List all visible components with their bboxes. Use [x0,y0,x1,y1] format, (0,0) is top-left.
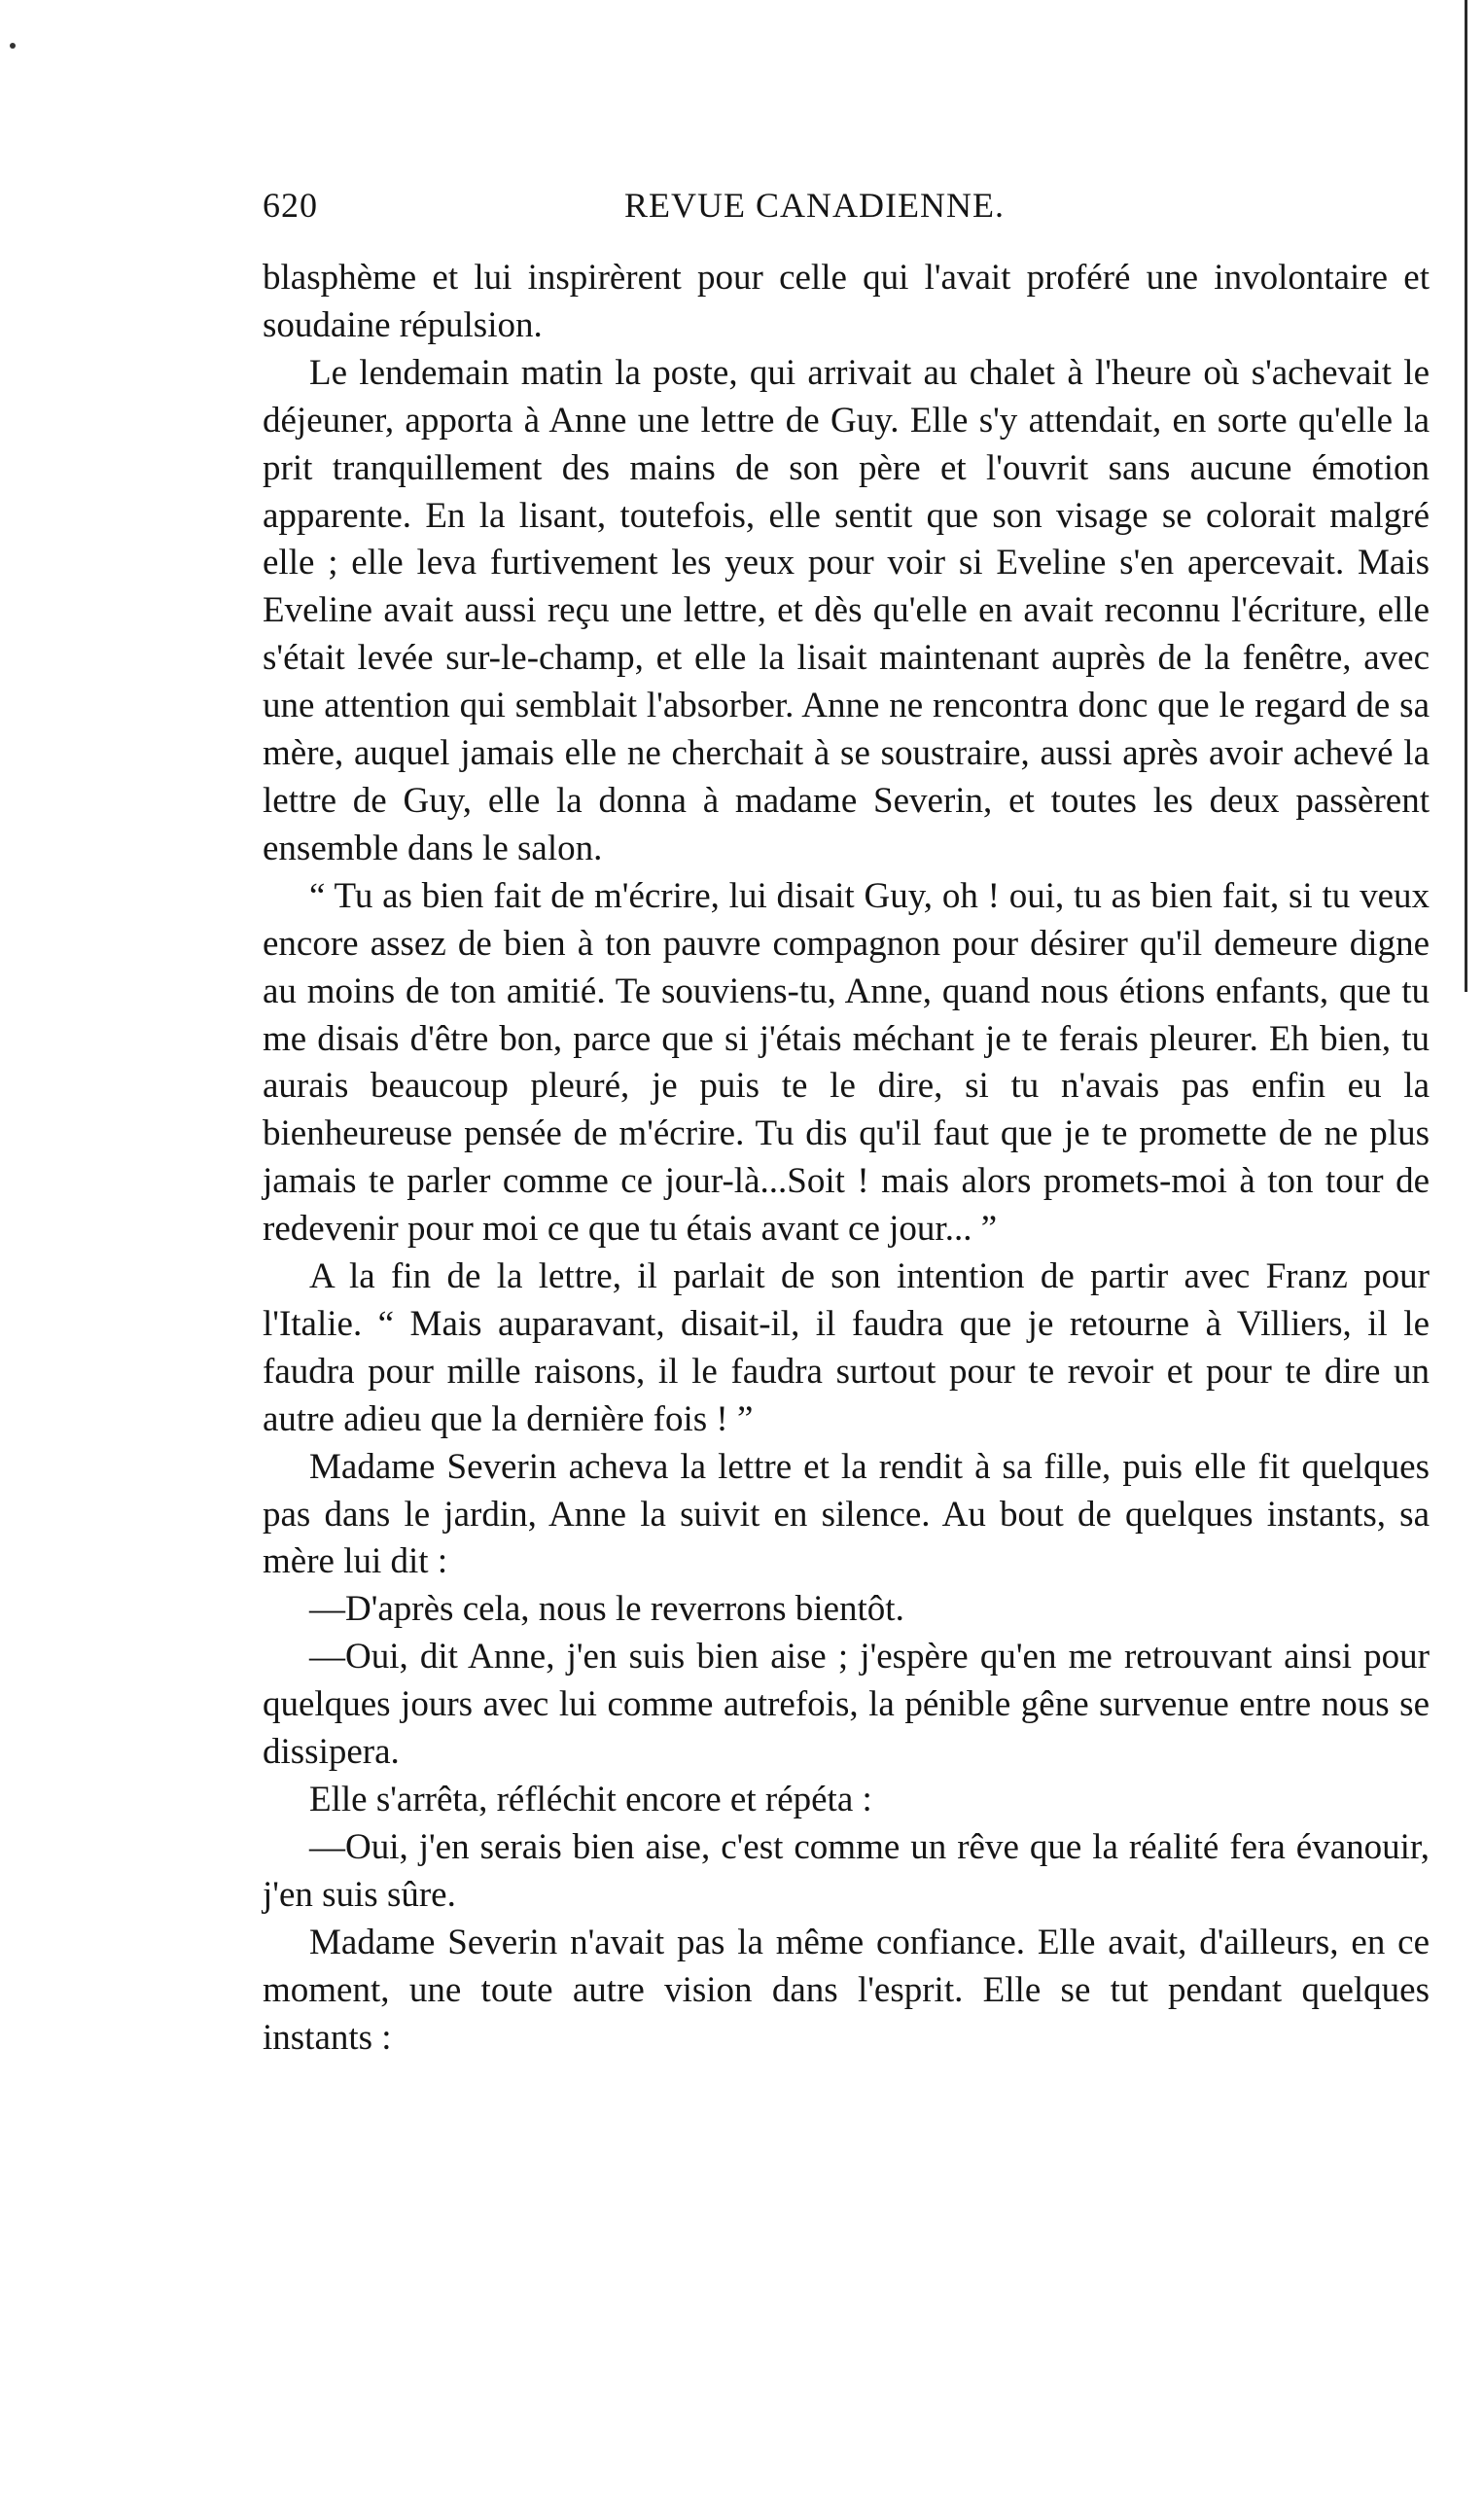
page-header [263,185,1138,233]
paragraph: Madame Severin n'avait pas la même confiance. Elle avait, d'ailleurs, en ce moment, une toute autre vision dans l'esprit. Elle se tut pendant quelques instants : [263,1922,1430,2058]
paragraph: —Oui, dit Anne, j'en suis bien aise ; j'espère qu'en me retrouvant ainsi pour quelques jours avec lui comme autrefois, la pénible gêne survenue entre nous se dissipera. [263,1637,1430,1773]
running-head: REVUE CANADIENNE. [624,186,1005,225]
paragraph: A la fin de la lettre, il parlait de son intention de partir avec Franz pour l'Italie. “ Mais auparavant, disait-il, il faudra que je retourne à Villiers, il le faudra pour mille raisons, il le faudra surtout pour te revoir et pour te dire un autre adieu que la dernière fois ! ” [263,1256,1430,1439]
paragraph: blasphème et lui inspirèrent pour celle qui l'avait proféré une involontaire et soudaine répulsion. [263,258,1430,345]
page-number: 620 [263,186,318,225]
paragraph: Elle s'arrêta, réfléchit encore et répéta : [309,1780,872,1819]
page-edge-rule [1465,0,1467,992]
paragraph: Le lendemain matin la poste, qui arrivait au chalet à l'heure où s'achevait le déjeuner, apporta à Anne une lettre de Guy. Elle s'y attendait, en sorte qu'elle la prit tranquillement des mains de son père et l'ouvrit sans aucune émotion apparente. En la lisant, toutefois, elle sentit que son visage se colorait malgré elle ; elle leva furtivement les yeux pour voir si Eveline s'en apercevait. Mais Eveline avait aussi reçu une lettre, et dès qu'elle en avait reconnu l'écriture, elle s'était levée sur-le-champ, et elle la lisait maintenant auprès de la fenêtre, avec une attention qui semblait l'absorber. Anne ne rencontra donc que le regard de sa mère, auquel jamais elle ne cherchait à se soustraire, aussi après avoir achevé la lettre de Guy, elle la donna à madame Severin, et toutes les deux passèrent ensemble dans le salon. [263,352,1430,868]
print-speck [10,43,16,49]
body-text [263,255,1430,2062]
paragraph: Madame Severin acheva la lettre et la rendit à sa fille, puis elle fit quelques pas dans le jardin, Anne la suivit en silence. Au bout de quelques instants, sa mère lui dit : [263,1446,1430,1582]
paragraph: “ Tu as bien fait de m'écrire, lui disait Guy, oh ! oui, tu as bien fait, si tu veux encore assez de bien à ton pauvre compagnon pour désirer qu'il demeure digne au moins de ton amitié. Te souviens-tu, Anne, quand nous étions enfants, que tu me disais d'être bon, parce que si j'étais méchant je te ferais pleurer. Eh bien, tu aurais beaucoup pleuré, je puis te le dire, si tu n'avais pas enfin eu la bienheureuse pensée de m'écrire. Tu dis qu'il faut que je te promette de ne plus jamais te parler comme ce jour-là...Soit ! mais alors promets-moi à ton tour de redevenir pour moi ce que tu étais avant ce jour... ” [263,875,1430,1250]
paragraph: —D'après cela, nous le reverrons bientôt. [309,1589,904,1630]
paragraph: —Oui, j'en serais bien aise, c'est comme un rêve que la réalité fera évanouir, j'en suis sûre. [263,1826,1430,1915]
